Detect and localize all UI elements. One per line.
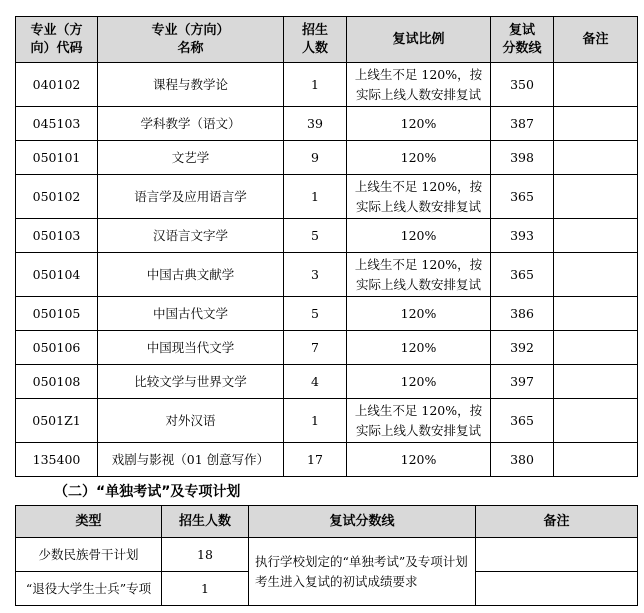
header-ratio: 复试比例 bbox=[347, 17, 491, 63]
name-cell: 语言学及应用语言学 bbox=[98, 175, 284, 219]
name-cell: 学科教学（语文） bbox=[98, 107, 284, 141]
type-cell: “退役大学生士兵”专项 bbox=[16, 572, 162, 606]
score-cell: 365 bbox=[491, 253, 554, 297]
note-cell bbox=[554, 331, 638, 365]
name-cell: 中国古典文献学 bbox=[98, 253, 284, 297]
score-cell: 392 bbox=[491, 331, 554, 365]
header-note: 备注 bbox=[554, 17, 638, 63]
score-cell: 386 bbox=[491, 297, 554, 331]
score-cell: 380 bbox=[491, 443, 554, 477]
code-cell: 050106 bbox=[16, 331, 98, 365]
header-count: 招生 人数 bbox=[284, 17, 347, 63]
table-row bbox=[16, 219, 638, 253]
table-row bbox=[16, 63, 638, 107]
ratio-cell: 120% bbox=[347, 331, 491, 365]
table-row bbox=[16, 141, 638, 175]
header-score: 复试分数线 bbox=[249, 506, 476, 538]
code-cell: 045103 bbox=[16, 107, 98, 141]
header-code: 专业（方 向）代码 bbox=[16, 17, 98, 63]
header-score: 复试 分数线 bbox=[491, 17, 554, 63]
score-requirement-cell: 执行学校划定的“单独考试”及专项计划考生进入复试的初试成绩要求 bbox=[249, 538, 476, 606]
ratio-cell: 120% bbox=[347, 365, 491, 399]
count-cell: 7 bbox=[284, 331, 347, 365]
ratio-cell: 120% bbox=[347, 141, 491, 175]
code-cell: 050103 bbox=[16, 219, 98, 253]
ratio-cell: 上线生不足 120%，按实际上线人数安排复试 bbox=[347, 399, 491, 443]
table-header-row bbox=[16, 506, 638, 538]
note-cell bbox=[554, 399, 638, 443]
table-row bbox=[16, 297, 638, 331]
score-cell: 365 bbox=[491, 175, 554, 219]
score-cell: 398 bbox=[491, 141, 554, 175]
section-heading: （二）“单独考试”及专项计划 bbox=[54, 484, 241, 500]
ratio-cell: 上线生不足 120%，按实际上线人数安排复试 bbox=[347, 175, 491, 219]
ratio-cell: 120% bbox=[347, 107, 491, 141]
ratio-cell: 上线生不足 120%，按实际上线人数安排复试 bbox=[347, 253, 491, 297]
note-cell bbox=[554, 443, 638, 477]
type-cell: 少数民族骨干计划 bbox=[16, 538, 162, 572]
note-cell bbox=[554, 253, 638, 297]
count-cell: 9 bbox=[284, 141, 347, 175]
note-cell bbox=[554, 63, 638, 107]
special-plan-table bbox=[15, 505, 638, 606]
admission-table bbox=[15, 16, 638, 477]
count-cell: 1 bbox=[284, 175, 347, 219]
table-row bbox=[16, 443, 638, 477]
code-cell: 135400 bbox=[16, 443, 98, 477]
note-cell bbox=[554, 297, 638, 331]
score-cell: 393 bbox=[491, 219, 554, 253]
count-cell: 5 bbox=[284, 219, 347, 253]
code-cell: 0501Z1 bbox=[16, 399, 98, 443]
name-cell: 课程与教学论 bbox=[98, 63, 284, 107]
table-row bbox=[16, 175, 638, 219]
score-cell: 397 bbox=[491, 365, 554, 399]
code-cell: 050105 bbox=[16, 297, 98, 331]
table-row bbox=[16, 331, 638, 365]
header-count: 招生人数 bbox=[162, 506, 249, 538]
count-cell: 17 bbox=[284, 443, 347, 477]
name-cell: 比较文学与世界文学 bbox=[98, 365, 284, 399]
count-cell: 5 bbox=[284, 297, 347, 331]
table-header-row bbox=[16, 17, 638, 63]
ratio-cell: 120% bbox=[347, 219, 491, 253]
name-cell: 汉语言文字学 bbox=[98, 219, 284, 253]
count-cell: 1 bbox=[162, 572, 249, 606]
table-row bbox=[16, 107, 638, 141]
table-row bbox=[16, 538, 638, 572]
note-cell bbox=[554, 219, 638, 253]
score-cell: 365 bbox=[491, 399, 554, 443]
count-cell: 1 bbox=[284, 399, 347, 443]
ratio-cell: 120% bbox=[347, 443, 491, 477]
count-cell: 1 bbox=[284, 63, 347, 107]
name-cell: 戏剧与影视（01 创意写作） bbox=[98, 443, 284, 477]
header-note: 备注 bbox=[476, 506, 638, 538]
note-cell bbox=[554, 107, 638, 141]
table-row bbox=[16, 399, 638, 443]
count-cell: 4 bbox=[284, 365, 347, 399]
note-cell bbox=[554, 365, 638, 399]
code-cell: 050108 bbox=[16, 365, 98, 399]
note-cell bbox=[554, 175, 638, 219]
header-type: 类型 bbox=[16, 506, 162, 538]
table-row bbox=[16, 253, 638, 297]
code-cell: 040102 bbox=[16, 63, 98, 107]
header-name: 专业（方向） 名称 bbox=[98, 17, 284, 63]
note-cell bbox=[476, 538, 638, 572]
note-cell bbox=[476, 572, 638, 606]
name-cell: 中国古代文学 bbox=[98, 297, 284, 331]
code-cell: 050101 bbox=[16, 141, 98, 175]
count-cell: 3 bbox=[284, 253, 347, 297]
score-cell: 350 bbox=[491, 63, 554, 107]
code-cell: 050102 bbox=[16, 175, 98, 219]
count-cell: 39 bbox=[284, 107, 347, 141]
code-cell: 050104 bbox=[16, 253, 98, 297]
table-row bbox=[16, 365, 638, 399]
name-cell: 对外汉语 bbox=[98, 399, 284, 443]
ratio-cell: 上线生不足 120%，按实际上线人数安排复试 bbox=[347, 63, 491, 107]
count-cell: 18 bbox=[162, 538, 249, 572]
name-cell: 文艺学 bbox=[98, 141, 284, 175]
score-cell: 387 bbox=[491, 107, 554, 141]
ratio-cell: 120% bbox=[347, 297, 491, 331]
note-cell bbox=[554, 141, 638, 175]
name-cell: 中国现当代文学 bbox=[98, 331, 284, 365]
